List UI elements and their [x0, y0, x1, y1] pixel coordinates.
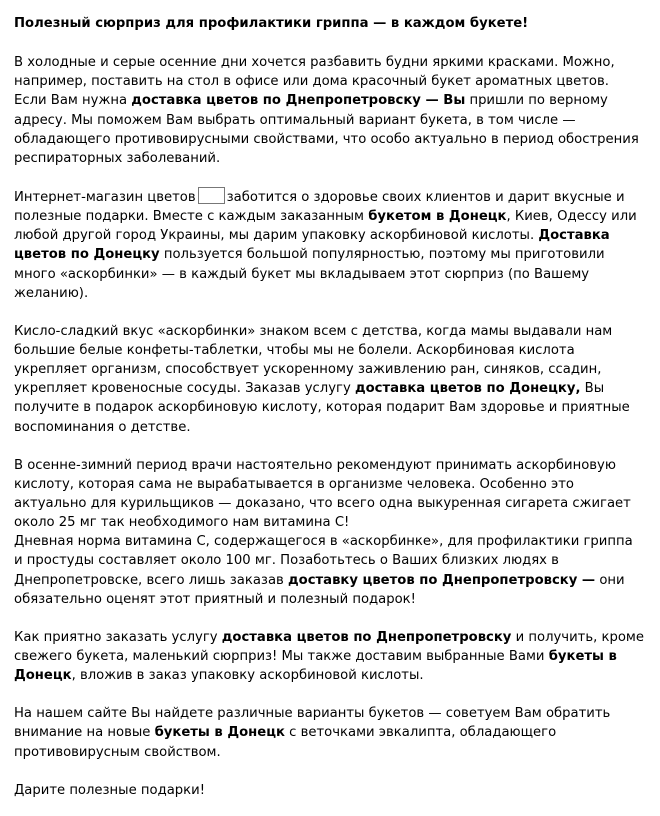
text-run: они обязательно оценят этот приятный и полезный подарок!: [14, 572, 625, 607]
paragraph-order: [14, 628, 644, 685]
text-run: заботится о здоровье своих клиентов и дарит вкусные и полезные подарки. Вместе с каждым заказанным: [14, 189, 625, 225]
text-run: На нашем сайте Вы найдете различные варианты букетов — советуем Вам обратить внимание на новые: [14, 706, 611, 741]
closing-line: Дарите полезные подарки!: [14, 782, 205, 798]
document-title: Полезный сюрприз для профилактики гриппа — в каждом букете!: [14, 16, 529, 31]
paragraph-vitamin: [14, 456, 644, 609]
bold-text: доставка цветов по Днепропетровску: [221, 629, 512, 645]
bold-text: доставка цветов по Днепропетровску — Вы: [131, 93, 466, 109]
placeholder-box: [198, 187, 225, 204]
text-run: В холодные и серые осенние дни хочется разбавить будни яркими красками. Можно, например, поставить на стол в офисе или дома красочный букет ароматных цветов. Если Вам нужна: [14, 55, 615, 109]
document: [14, 14, 644, 800]
bold-text: букеты в Донецк: [14, 648, 617, 684]
bold-text: доставку цветов по Днепропетровску —: [288, 572, 596, 588]
paragraph-intro: [14, 53, 644, 168]
text-run: и получить, кроме свежего букета, маленький сюрприз! Мы также доставим выбранные Вами: [14, 629, 644, 664]
paragraph-site: [14, 704, 644, 761]
text-run: пришли по верному адресу. Мы поможем Вам выбрать оптимальный вариант букета, в том числе — обладающего противовирусными свойствами, что особо актуально в период обострения респираторных заболеваний.: [14, 93, 639, 166]
text-run: Дневная норма витамина С, содержащегося в «аскорбинке», для профилактики гриппа и простуды составляет около 100 мг. Позаботьтесь о Ваших близких людях в Днепропетровске, всего лишь заказав: [14, 534, 633, 588]
bold-text: букеты в Донецк: [154, 725, 285, 741]
text-run: , Киев, Одессу или любой другой город Украины, мы дарим упаковку аскорбиновой кислоты.: [14, 209, 637, 244]
paragraph-shop: [14, 187, 644, 303]
text-run: Кисло-сладкий вкус «аскорбинки» знаком всем с детства, когда мамы выдавали нам большие белые конфеты-таблетки, чтобы мы не болели. Аскорбиновая кислота укрепляет организм, способствует ускоренному заживлению ран, синяков, ссадин, укрепляет кровеносные сосуды. Заказав услугу: [14, 323, 613, 397]
bold-text: доставка цветов по Донецку,: [354, 381, 581, 397]
text-run: , вложив в заказ упаковку аскорбиновой кислоты.: [71, 668, 424, 684]
bold-text: букетом в Донецк: [368, 209, 507, 225]
paragraph-ascorbinka: [14, 322, 644, 437]
text-run: В осенне-зимний период врачи настоятельно рекомендуют принимать аскорбиновую кислоту, которая сама не вырабатывается в организме человека. Особенно это актуально для курильщиков — доказано, что всего одна выкуренная сигарета сжигает около 25 мг так необходимого нам витамина С!: [14, 457, 631, 531]
text-run: Вы получите в подарок аскорбиновую кислоту, которая подарит Вам здоровье и приятные воспоминания о детстве.: [14, 381, 630, 435]
bold-text: Доставка цветов по Донецку: [14, 228, 610, 263]
text-run: Как приятно заказать услугу: [14, 629, 222, 645]
text-run: пользуется большой популярностью, поэтому мы приготовили много «аскорбинки» — в каждый букет мы вкладываем этот сюрприз (по Вашему желанию).: [14, 247, 605, 301]
text-run: с веточками эвкалипта, обладающего противовирусным свойством.: [14, 725, 557, 760]
text-run: Интернет-магазин цветов: [14, 189, 196, 205]
